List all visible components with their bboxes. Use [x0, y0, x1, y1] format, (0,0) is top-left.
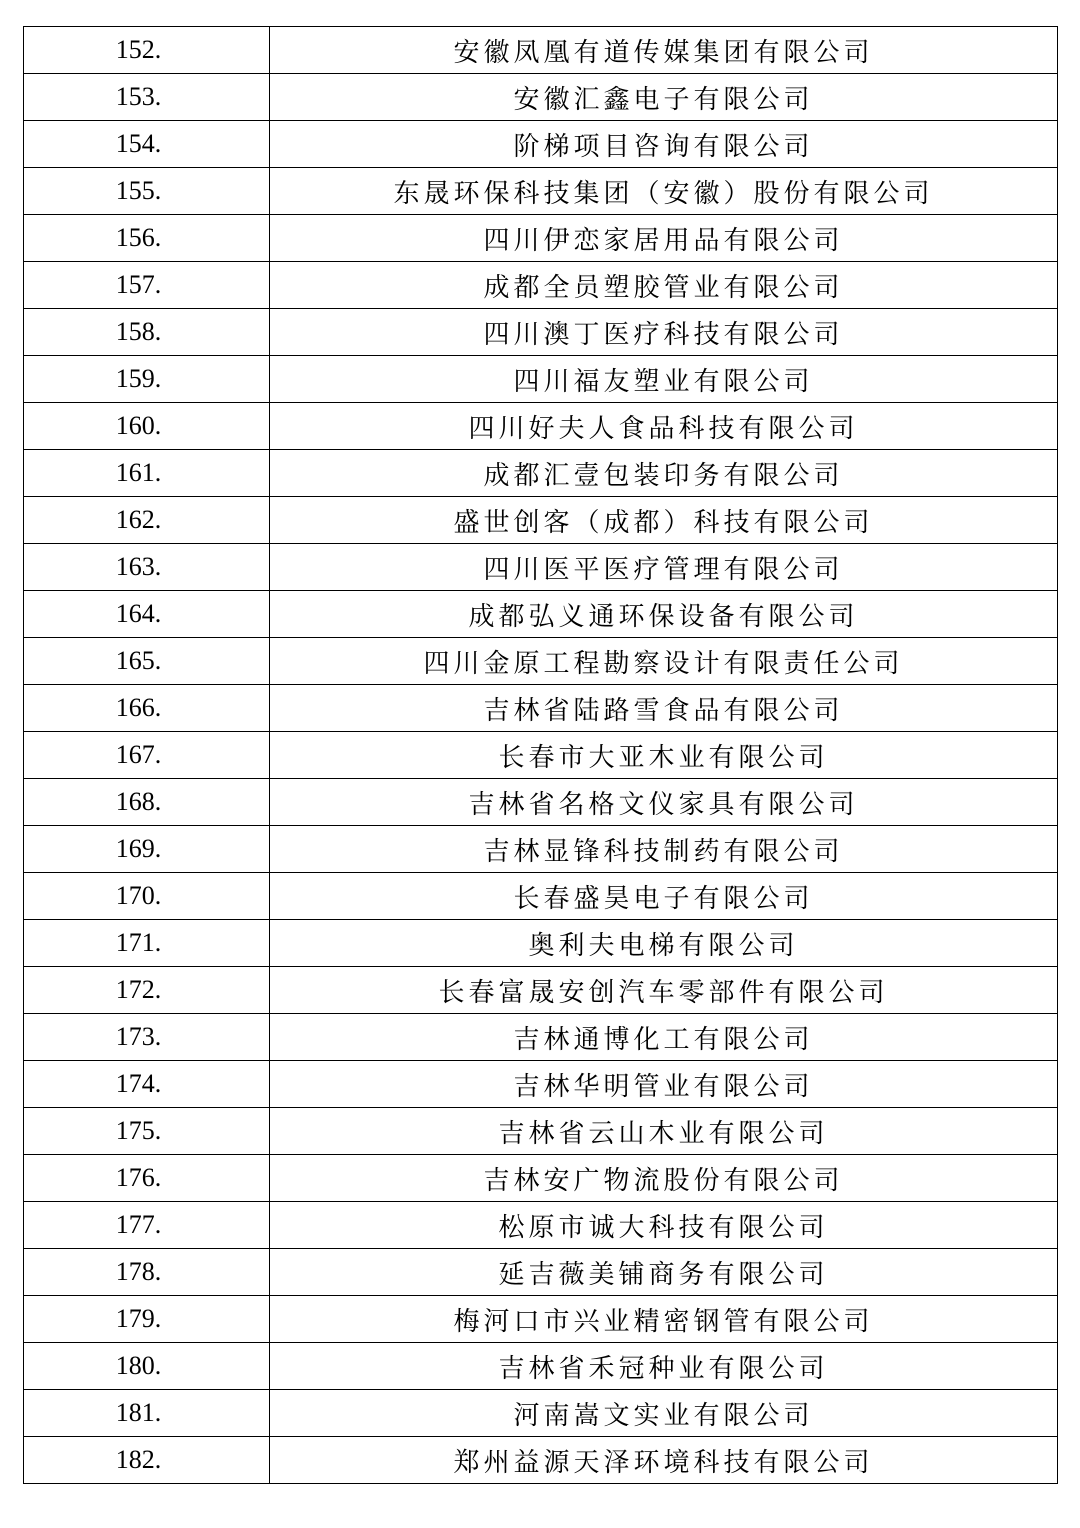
table-row	[24, 1202, 1058, 1249]
table-row	[24, 1061, 1058, 1108]
table-row	[24, 1249, 1058, 1296]
table-row	[24, 638, 1058, 685]
row-number: 175.	[24, 1108, 270, 1155]
table-row	[24, 1014, 1058, 1061]
row-number: 170.	[24, 873, 270, 920]
row-number: 161.	[24, 450, 270, 497]
table-row	[24, 74, 1058, 121]
row-number: 165.	[24, 638, 270, 685]
company-name: 四川澳丁医疗科技有限公司	[270, 309, 1058, 356]
company-name: 长春盛昊电子有限公司	[270, 873, 1058, 920]
company-list-table	[23, 26, 1058, 1484]
row-number: 172.	[24, 967, 270, 1014]
table-row	[24, 920, 1058, 967]
table-row	[24, 356, 1058, 403]
table-row	[24, 1108, 1058, 1155]
company-name: 四川好夫人食品科技有限公司	[270, 403, 1058, 450]
row-number: 181.	[24, 1390, 270, 1437]
table-row	[24, 873, 1058, 920]
row-number: 152.	[24, 27, 270, 74]
row-number: 171.	[24, 920, 270, 967]
table-row	[24, 779, 1058, 826]
table-row	[24, 732, 1058, 779]
table-row	[24, 27, 1058, 74]
company-name: 阶梯项目咨询有限公司	[270, 121, 1058, 168]
table-row	[24, 215, 1058, 262]
row-number: 153.	[24, 74, 270, 121]
row-number: 169.	[24, 826, 270, 873]
company-name: 吉林通博化工有限公司	[270, 1014, 1058, 1061]
company-name: 成都汇壹包装印务有限公司	[270, 450, 1058, 497]
table-row	[24, 262, 1058, 309]
row-number: 154.	[24, 121, 270, 168]
company-name: 四川伊恋家居用品有限公司	[270, 215, 1058, 262]
row-number: 176.	[24, 1155, 270, 1202]
row-number: 179.	[24, 1296, 270, 1343]
row-number: 168.	[24, 779, 270, 826]
table-body	[24, 27, 1058, 1484]
row-number: 178.	[24, 1249, 270, 1296]
company-name: 吉林省陆路雪食品有限公司	[270, 685, 1058, 732]
table-row	[24, 450, 1058, 497]
row-number: 180.	[24, 1343, 270, 1390]
row-number: 158.	[24, 309, 270, 356]
company-name: 四川医平医疗管理有限公司	[270, 544, 1058, 591]
company-name: 四川福友塑业有限公司	[270, 356, 1058, 403]
company-name: 安徽汇鑫电子有限公司	[270, 74, 1058, 121]
row-number: 159.	[24, 356, 270, 403]
company-name: 安徽凤凰有道传媒集团有限公司	[270, 27, 1058, 74]
row-number: 163.	[24, 544, 270, 591]
row-number: 156.	[24, 215, 270, 262]
row-number: 173.	[24, 1014, 270, 1061]
company-name: 长春富晟安创汽车零部件有限公司	[270, 967, 1058, 1014]
company-name: 吉林安广物流股份有限公司	[270, 1155, 1058, 1202]
company-name: 吉林省名格文仪家具有限公司	[270, 779, 1058, 826]
row-number: 167.	[24, 732, 270, 779]
table-row	[24, 1296, 1058, 1343]
company-name: 松原市诚大科技有限公司	[270, 1202, 1058, 1249]
row-number: 160.	[24, 403, 270, 450]
table-row	[24, 591, 1058, 638]
row-number: 164.	[24, 591, 270, 638]
table-row	[24, 497, 1058, 544]
company-name: 四川金原工程勘察设计有限责任公司	[270, 638, 1058, 685]
company-name: 长春市大亚木业有限公司	[270, 732, 1058, 779]
company-name: 吉林华明管业有限公司	[270, 1061, 1058, 1108]
company-name: 成都弘义通环保设备有限公司	[270, 591, 1058, 638]
table-row	[24, 967, 1058, 1014]
company-name: 吉林省云山木业有限公司	[270, 1108, 1058, 1155]
company-name: 延吉薇美铺商务有限公司	[270, 1249, 1058, 1296]
table-row	[24, 826, 1058, 873]
row-number: 157.	[24, 262, 270, 309]
table-row	[24, 403, 1058, 450]
company-name: 梅河口市兴业精密钢管有限公司	[270, 1296, 1058, 1343]
table-row	[24, 544, 1058, 591]
table-row	[24, 168, 1058, 215]
table-row	[24, 1155, 1058, 1202]
row-number: 174.	[24, 1061, 270, 1108]
company-name: 成都全员塑胶管业有限公司	[270, 262, 1058, 309]
table-row	[24, 1343, 1058, 1390]
row-number: 162.	[24, 497, 270, 544]
table-row	[24, 1437, 1058, 1484]
company-name: 盛世创客（成都）科技有限公司	[270, 497, 1058, 544]
row-number: 177.	[24, 1202, 270, 1249]
company-name: 河南嵩文实业有限公司	[270, 1390, 1058, 1437]
table-row	[24, 685, 1058, 732]
row-number: 166.	[24, 685, 270, 732]
company-name: 东晟环保科技集团（安徽）股份有限公司	[270, 168, 1058, 215]
company-name: 郑州益源天泽环境科技有限公司	[270, 1437, 1058, 1484]
row-number: 182.	[24, 1437, 270, 1484]
company-name: 吉林省禾冠种业有限公司	[270, 1343, 1058, 1390]
table-row	[24, 309, 1058, 356]
table-row	[24, 1390, 1058, 1437]
row-number: 155.	[24, 168, 270, 215]
table-row	[24, 121, 1058, 168]
company-name: 吉林显锋科技制药有限公司	[270, 826, 1058, 873]
company-name: 奥利夫电梯有限公司	[270, 920, 1058, 967]
